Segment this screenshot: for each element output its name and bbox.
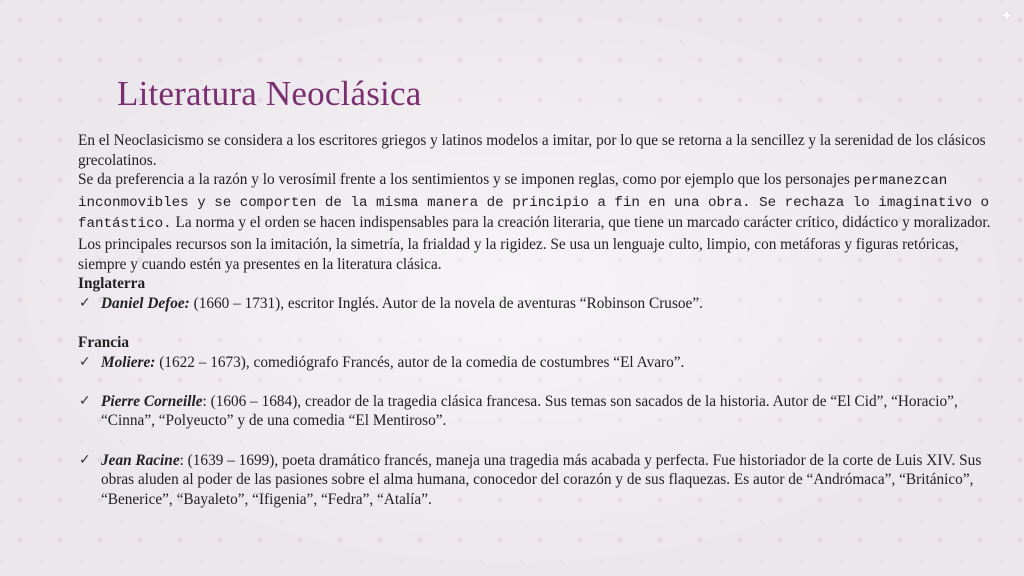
author-item-moliere bbox=[78, 353, 993, 373]
section-heading-francia: Francia bbox=[78, 333, 129, 351]
rules-paragraph bbox=[78, 170, 993, 274]
author-description: (1622 – 1673), comediógrafo Francés, autor de la comedia de costumbres “El Avaro”. bbox=[155, 353, 685, 371]
author-name: Moliere: bbox=[101, 353, 156, 371]
checkmark-icon: ✓ bbox=[79, 451, 91, 468]
slide-title: Literatura Neoclásica bbox=[117, 74, 422, 113]
checkmark-icon: ✓ bbox=[79, 392, 91, 409]
intro-paragraph: En el Neoclasicismo se considera a los escritores griegos y latinos modelos a imitar, por lo que se retorna a la sencillez y la serenidad de los clásicos grecolatinos. bbox=[78, 132, 986, 169]
author-item-corneille bbox=[78, 392, 993, 431]
author-name: Pierre Corneille bbox=[101, 392, 203, 410]
rules-text-end: La norma y el orden se hacen indispensables para la creación literaria, que tiene un marcado carácter crítico, didáctico y moralizador. Los principales recursos son la imitación, la simetría, la frialdad y la rigidez. Se usa un lenguaje culto, limpio, con metáforas y figuras retóricas, siempre y cuando estén ya presentes en la literatura clásica. bbox=[78, 214, 991, 273]
rules-text-start: Se da preferencia a la razón y lo verosímil frente a los sentimientos y se imponen reglas, como por ejemplo que los personajes bbox=[78, 171, 854, 189]
spacer bbox=[78, 372, 993, 392]
author-item-defoe bbox=[78, 294, 993, 314]
author-description: (1660 – 1731), escritor Inglés. Autor de la novela de aventuras “Robinson Crusoe”. bbox=[189, 294, 703, 312]
author-item-racine bbox=[78, 451, 993, 510]
rules-text-mono: permanezcan inconmovibles y se comporten de la misma manera de principio a fin en una obra. Se rechaza lo imaginativo o fantástico. bbox=[78, 173, 989, 233]
checkmark-icon: ✓ bbox=[79, 294, 91, 311]
slide-body bbox=[78, 131, 993, 509]
section-heading-inglaterra: Inglaterra bbox=[78, 275, 146, 293]
spacer bbox=[78, 431, 993, 451]
author-name: Jean Racine bbox=[101, 451, 180, 469]
author-description: : (1639 – 1699), poeta dramático francés, maneja una tragedia más acabada y perfecta. Fue historiador de la corte de Luis XIV. Sus obras aluden al poder de las pasiones sobre el alma humana, conocedor del corazón y de sus flaquezas. Es autor de “Andrómaca”, “Británico”, “Benerice”, “Bayaleto”, “Ifigenia”, “Fedra”, “Atalía”. bbox=[101, 451, 982, 508]
sparkle-icon: ✦ bbox=[1000, 8, 1014, 25]
checkmark-icon: ✓ bbox=[79, 353, 91, 370]
spacer bbox=[78, 313, 993, 333]
author-description: : (1606 – 1684), creador de la tragedia clásica francesa. Sus temas son sacados de la historia. Autor de “El Cid”, “Horacio”, “Cinna”, “Polyeucto” y de una comedia “El Mentiroso”. bbox=[101, 392, 958, 430]
author-name: Daniel Defoe: bbox=[101, 294, 190, 312]
